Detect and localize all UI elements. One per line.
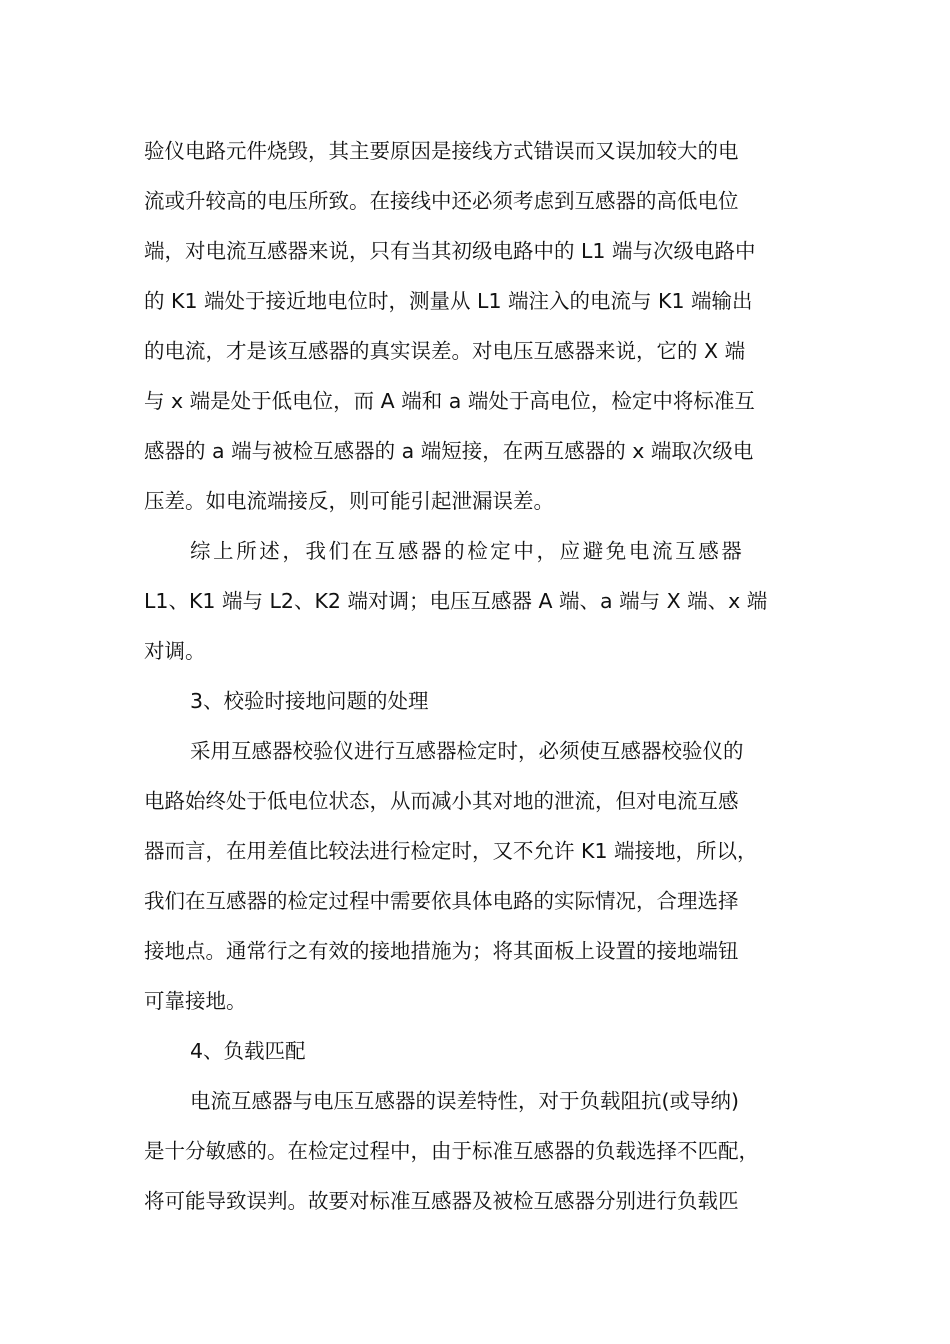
section-heading: 3、校验时接地问题的处理	[190, 689, 429, 713]
body-text-line: 将可能导致误判。故要对标准互感器及被检互感器分别进行负载匹	[144, 1189, 739, 1213]
body-text-line: 压差。如电流端接反，则可能引起泄漏误差。	[144, 489, 554, 513]
body-text-line: 接地点。通常行之有效的接地措施为；将其面板上设置的接地端钮	[144, 939, 739, 963]
body-text-line: 可靠接地。	[144, 989, 247, 1013]
body-text-line: 综上所述，我们在互感器的检定中，应避免电流互感器	[190, 539, 745, 563]
body-text-line: 是十分敏感的。在检定过程中，由于标准互感器的负载选择不匹配，	[144, 1139, 759, 1163]
body-text-line: 器而言，在用差值比较法进行检定时，又不允许 K1 端接地，所以，	[144, 839, 758, 863]
body-text-line: 的 K1 端处于接近地电位时，测量从 L1 端注入的电流与 K1 端输出	[144, 289, 753, 313]
document-body	[144, 126, 824, 1226]
body-text-line: 采用互感器校验仪进行互感器检定时，必须使互感器校验仪的	[190, 739, 744, 763]
body-text-line: 端，对电流互感器来说，只有当其初级电路中的 L1 端与次级电路中	[144, 239, 756, 263]
body-text-line: 我们在互感器的检定过程中需要依具体电路的实际情况，合理选择	[144, 889, 739, 913]
section-heading: 4、负载匹配	[190, 1039, 306, 1063]
body-text-line: 感器的 a 端与被检互感器的 a 端短接，在两互感器的 x 端取次级电	[144, 439, 754, 463]
body-text-line: 电流互感器与电压互感器的误差特性，对于负载阻抗(或导纳)	[190, 1089, 739, 1113]
body-text-line: 电路始终处于低电位状态，从而减小其对地的泄流，但对电流互感	[144, 789, 739, 813]
body-text-line: 与 x 端是处于低电位，而 A 端和 a 端处于高电位，检定中将标准互	[144, 389, 755, 413]
body-text-line: 对调。	[144, 639, 206, 663]
body-text-line: 流或升较高的电压所致。在接线中还必须考虑到互感器的高低电位	[144, 189, 739, 213]
body-text-line: 的电流，才是该互感器的真实误差。对电压互感器来说，它的 X 端	[144, 339, 746, 363]
body-text-line: 验仪电路元件烧毁，其主要原因是接线方式错误而又误加较大的电	[144, 139, 739, 163]
body-text-line: L1、K1 端与 L2、K2 端对调；电压互感器 A 端、a 端与 X 端、x 端	[144, 589, 768, 613]
